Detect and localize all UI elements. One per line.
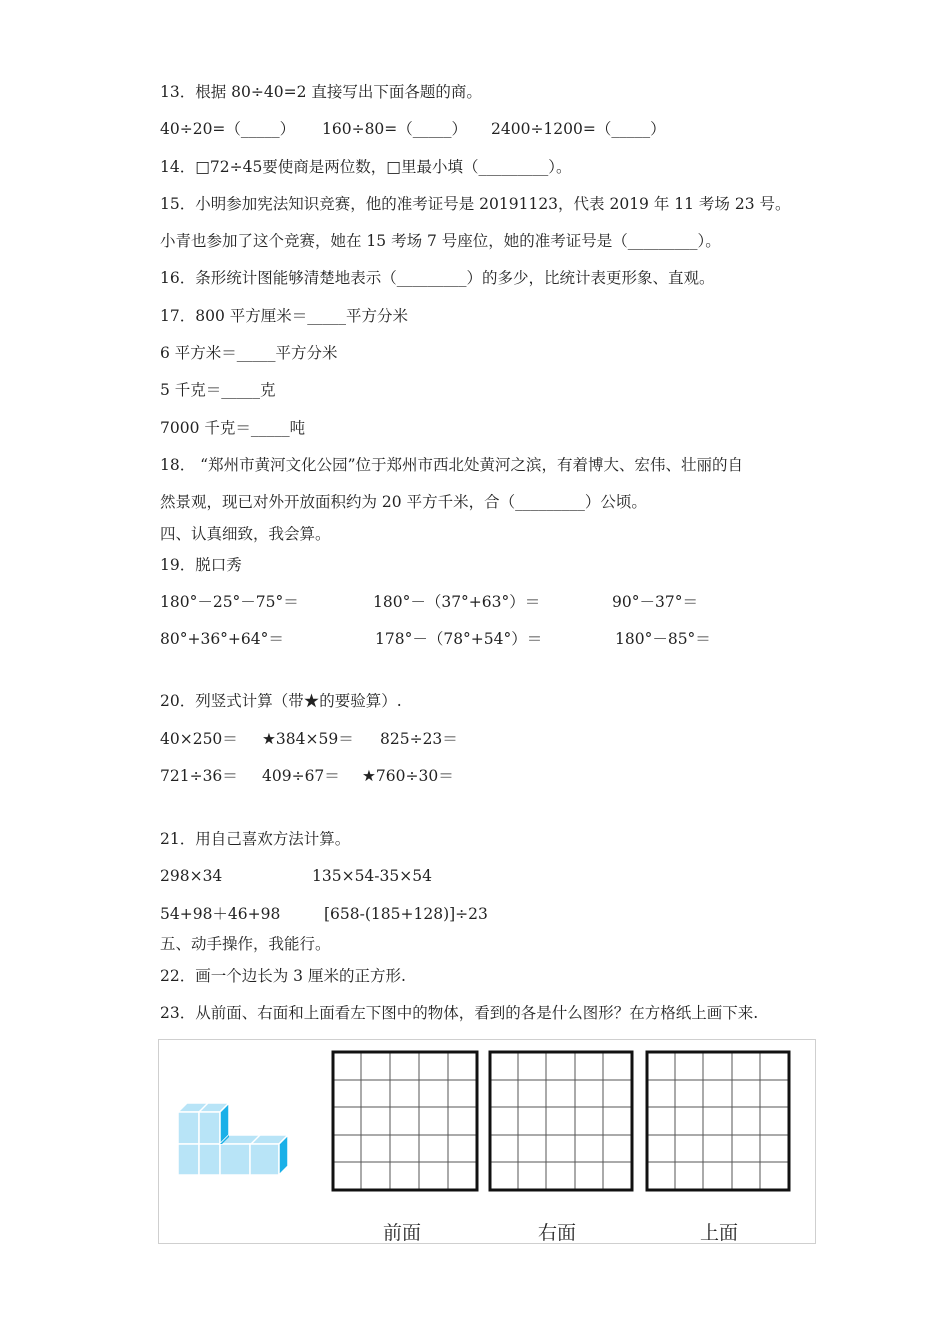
q23-title: 23．从前面、右面和上面看左下图中的物体，看到的各是什么图形？在方格纸上画下来. [160, 1004, 759, 1022]
q20-r1-c2: ★384×59＝ [262, 730, 354, 748]
section-5-heading: 五、动手操作，我能行。 [160, 935, 331, 953]
q19-r1-c1: 180°－25°－75°＝ [160, 593, 299, 611]
q23-figure [158, 1039, 816, 1244]
front-view-label: 前面 [383, 1222, 422, 1244]
q21-r1-c1: 298×34 [160, 867, 223, 885]
q15-line2: 小青也参加了这个竞赛，她在 15 考场 7 号座位，她的准考证号是（_________）。 [160, 232, 721, 250]
q20-r1-c3: 825÷23＝ [380, 730, 458, 748]
q21-title: 21．用自己喜欢方法计算。 [160, 830, 351, 848]
q20-r2-c3: ★760÷30＝ [362, 767, 454, 785]
q19-title: 19．脱口秀 [160, 556, 242, 574]
q22: 22．画一个边长为 3 厘米的正方形. [160, 967, 406, 985]
q21-r2-c2: [658-(185+128)]÷23 [324, 905, 488, 923]
right-view-grid[interactable] [488, 1050, 634, 1192]
q13-item-2: 160÷80=（_____） [322, 120, 468, 138]
q21-r1-c2: 135×54-35×54 [312, 867, 432, 885]
q18-line2: 然景观，现已对外开放面积约为 20 平方千米，合（_________）公顷。 [160, 493, 647, 511]
q18-line1: 18． “郑州市黄河文化公园”位于郑州市西北处黄河之滨，有着博大、宏伟、壮丽的自 [160, 456, 744, 474]
q19-r1-c3: 90°－37°＝ [612, 593, 698, 611]
section-4-heading: 四、认真细致，我会算。 [160, 525, 331, 543]
q20-r1-c1: 40×250＝ [160, 730, 238, 748]
top-view-label: 上面 [700, 1222, 739, 1244]
q16: 16．条形统计图能够清楚地表示（_________）的多少，比统计表更形象、直观。 [160, 269, 715, 287]
q13-title: 13．根据 80÷40=2 直接写出下面各题的商。 [160, 83, 482, 101]
cube-stack-illustration [173, 1090, 303, 1185]
right-view-label: 右面 [538, 1222, 577, 1244]
q19-r1-c2: 180°－（37°+63°）＝ [373, 593, 541, 611]
q21-r2-c1: 54+98＋46+98 [160, 905, 281, 923]
q19-r2-c3: 180°－85°＝ [615, 630, 711, 648]
q17-line4: 7000 千克＝_____吨 [160, 419, 306, 437]
q19-r2-c1: 80°+36°+64°＝ [160, 630, 284, 648]
q17-line3: 5 千克＝_____克 [160, 381, 276, 399]
q19-r2-c2: 178°－（78°+54°）＝ [375, 630, 543, 648]
q13-item-3: 2400÷1200=（_____） [491, 120, 666, 138]
q20-title: 20．列竖式计算（带★的要验算）. [160, 692, 402, 710]
top-view-grid[interactable] [645, 1050, 791, 1192]
front-view-grid[interactable] [331, 1050, 479, 1192]
q17-line2: 6 平方米＝_____平方分米 [160, 344, 338, 362]
q20-r2-c2: 409÷67＝ [262, 767, 340, 785]
q13-item-1: 40÷20=（_____） [160, 120, 296, 138]
q20-r2-c1: 721÷36＝ [160, 767, 238, 785]
q17-line1: 17．800 平方厘米＝_____平方分米 [160, 307, 408, 325]
q15-line1: 15．小明参加宪法知识竞赛，他的准考证号是 20191123，代表 2019 年 11 考场 23 号。 [160, 195, 791, 213]
q14: 14．□72÷45要使商是两位数，□里最小填（_________）。 [160, 158, 572, 176]
